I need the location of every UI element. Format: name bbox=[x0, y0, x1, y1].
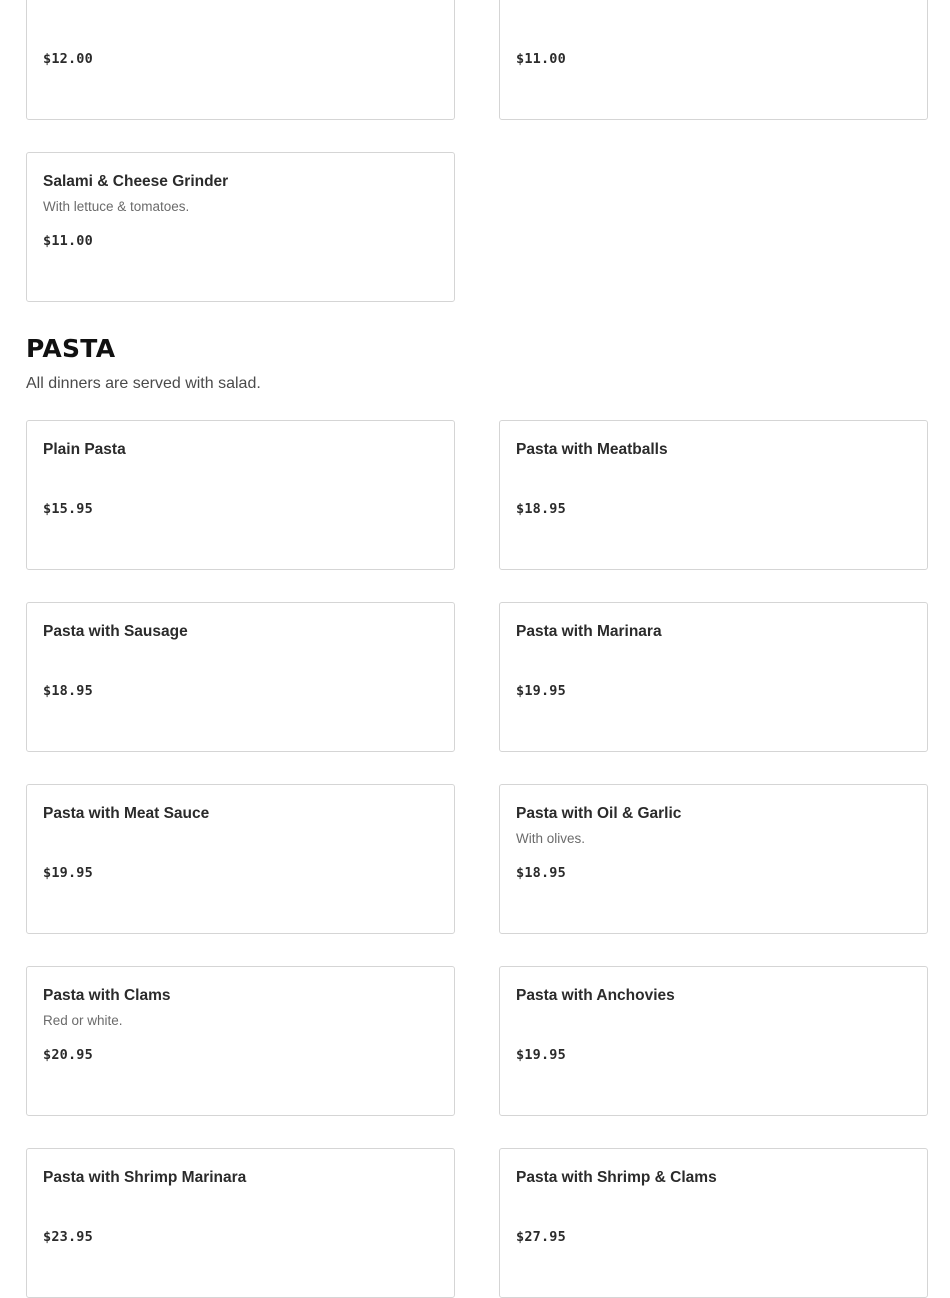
menu-item-card[interactable] bbox=[26, 152, 455, 302]
menu-item-card[interactable] bbox=[499, 966, 928, 1116]
menu-item-card[interactable] bbox=[26, 784, 455, 934]
item-price: $15.95 bbox=[43, 501, 93, 517]
item-name: Pasta with Oil & Garlic bbox=[516, 805, 682, 822]
section-title: PASTA bbox=[26, 334, 116, 363]
item-price: $19.95 bbox=[516, 1047, 566, 1063]
previous-section-grid bbox=[26, 0, 928, 302]
menu-item-card[interactable] bbox=[499, 420, 928, 570]
item-name: Pasta with Meatballs bbox=[516, 441, 668, 458]
pasta-section bbox=[26, 334, 928, 1298]
section-note: All dinners are served with salad. bbox=[26, 375, 261, 392]
item-price: $19.95 bbox=[43, 865, 93, 881]
menu-item-card[interactable] bbox=[26, 420, 455, 570]
menu-item-card[interactable] bbox=[26, 0, 455, 120]
item-name: Pasta with Clams bbox=[43, 987, 171, 1004]
item-description: Red or white. bbox=[43, 1013, 123, 1028]
item-price: $12.00 bbox=[43, 51, 93, 67]
menu-item-card[interactable] bbox=[499, 0, 928, 120]
item-name: Pasta with Shrimp & Clams bbox=[516, 1169, 717, 1186]
menu-item-card[interactable] bbox=[26, 602, 455, 752]
item-name: Pasta with Marinara bbox=[516, 623, 662, 640]
item-price: $11.00 bbox=[43, 233, 93, 249]
menu-item-card[interactable] bbox=[499, 602, 928, 752]
item-price: $20.95 bbox=[43, 1047, 93, 1063]
pasta-grid bbox=[26, 420, 928, 1298]
item-price: $18.95 bbox=[516, 501, 566, 517]
item-description: With lettuce & tomatoes. bbox=[43, 199, 190, 214]
item-description: With olives. bbox=[516, 831, 586, 846]
menu-item-card[interactable] bbox=[26, 966, 455, 1116]
item-name: Pasta with Sausage bbox=[43, 623, 188, 640]
item-name: Salami & Cheese Grinder bbox=[43, 173, 229, 190]
menu-item-card[interactable] bbox=[499, 784, 928, 934]
item-price: $23.95 bbox=[43, 1229, 93, 1245]
item-name: Plain Pasta bbox=[43, 441, 126, 458]
item-name: Pasta with Meat Sauce bbox=[43, 805, 210, 822]
item-name: Pasta with Anchovies bbox=[516, 987, 675, 1004]
item-price: $19.95 bbox=[516, 683, 566, 699]
item-price: $18.95 bbox=[43, 683, 93, 699]
menu-content bbox=[26, 0, 928, 1298]
item-price: $18.95 bbox=[516, 865, 566, 881]
menu-item-card[interactable] bbox=[499, 1148, 928, 1298]
item-name: Pasta with Shrimp Marinara bbox=[43, 1169, 247, 1186]
item-price: $27.95 bbox=[516, 1229, 566, 1245]
menu-item-card[interactable] bbox=[26, 1148, 455, 1298]
item-price: $11.00 bbox=[516, 51, 566, 67]
